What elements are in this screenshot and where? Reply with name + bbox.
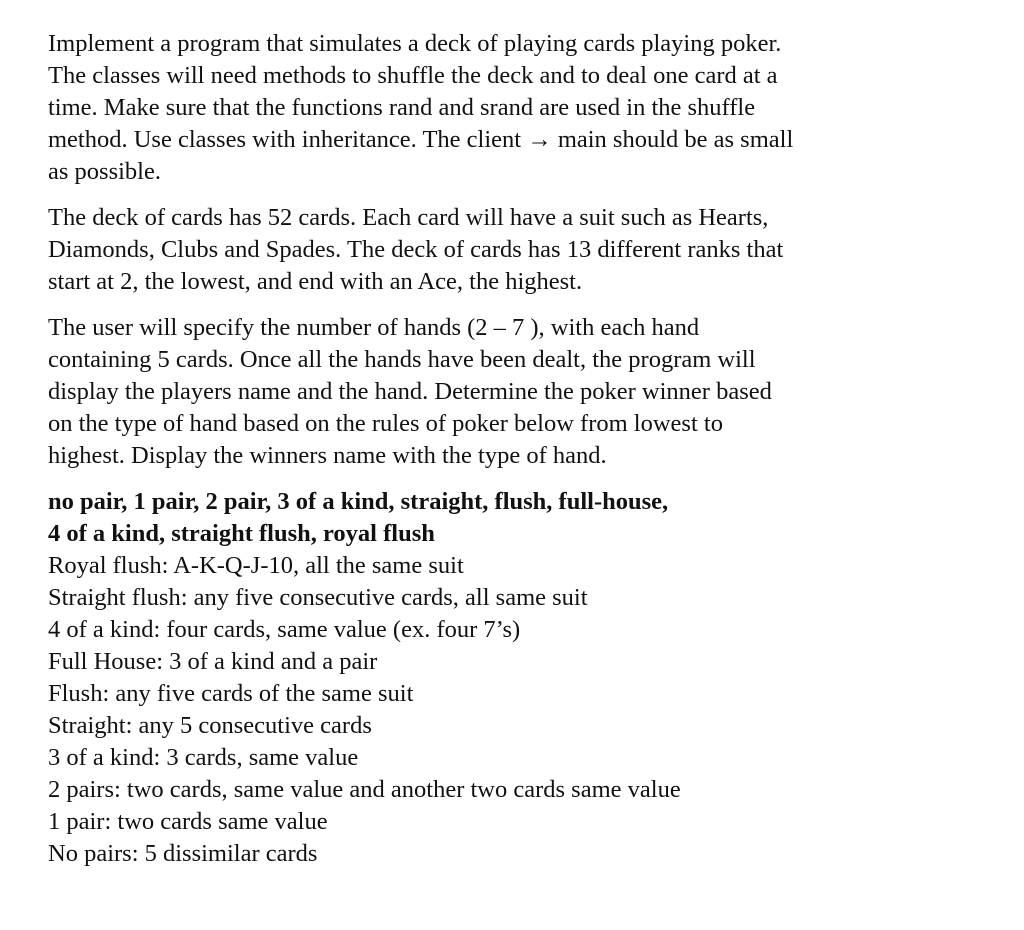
text-line: The user will specify the number of hands (2 – 7 ), with each hand xyxy=(48,314,700,341)
text-line: highest. Display the winners name with the type of hand. xyxy=(48,442,607,469)
text-line: start at 2, the lowest, and end with an Ace, the highest. xyxy=(48,268,583,295)
rule-four-of-a-kind: 4 of a kind: four cards, same value (ex. four 7’s) xyxy=(48,616,521,643)
text-line: The classes will need methods to shuffle the deck and to deal one card at a xyxy=(48,62,778,89)
rule-flush: Flush: any five cards of the same suit xyxy=(48,680,414,707)
text-line: time. Make sure that the functions rand and srand are used in the shuffle xyxy=(48,94,756,121)
text-line: on the type of hand based on the rules of poker below from lowest to xyxy=(48,410,723,437)
rule-three-of-a-kind: 3 of a kind: 3 cards, same value xyxy=(48,744,359,771)
document-page xyxy=(48,28,988,870)
rule-no-pairs: No pairs: 5 dissimilar cards xyxy=(48,840,318,867)
intro-paragraph xyxy=(48,28,988,188)
text-line: method. Use classes with inheritance. The client → main should be as small xyxy=(48,126,794,153)
text-line: Diamonds, Clubs and Spades. The deck of cards has 13 different ranks that xyxy=(48,236,784,263)
text-line: display the players name and the hand. Determine the poker winner based xyxy=(48,378,772,405)
hand-ranking-heading: 4 of a kind, straight flush, royal flush xyxy=(48,520,435,547)
text-line: containing 5 cards. Once all the hands have been dealt, the program will xyxy=(48,346,756,373)
rule-two-pairs: 2 pairs: two cards, same value and another two cards same value xyxy=(48,776,681,803)
rule-royal-flush: Royal flush: A-K-Q-J-10, all the same suit xyxy=(48,552,464,579)
poker-rules-section xyxy=(48,486,988,870)
rule-one-pair: 1 pair: two cards same value xyxy=(48,808,328,835)
rule-straight: Straight: any 5 consecutive cards xyxy=(48,712,372,739)
deck-paragraph xyxy=(48,202,988,298)
hands-paragraph xyxy=(48,312,988,472)
text-line: Implement a program that simulates a deck of playing cards playing poker. xyxy=(48,30,782,57)
rule-straight-flush: Straight flush: any five consecutive cards, all same suit xyxy=(48,584,588,611)
text-line: as possible. xyxy=(48,158,161,185)
text-line: The deck of cards has 52 cards. Each card will have a suit such as Hearts, xyxy=(48,204,769,231)
hand-ranking-heading: no pair, 1 pair, 2 pair, 3 of a kind, straight, flush, full-house, xyxy=(48,488,669,515)
rule-full-house: Full House: 3 of a kind and a pair xyxy=(48,648,378,675)
